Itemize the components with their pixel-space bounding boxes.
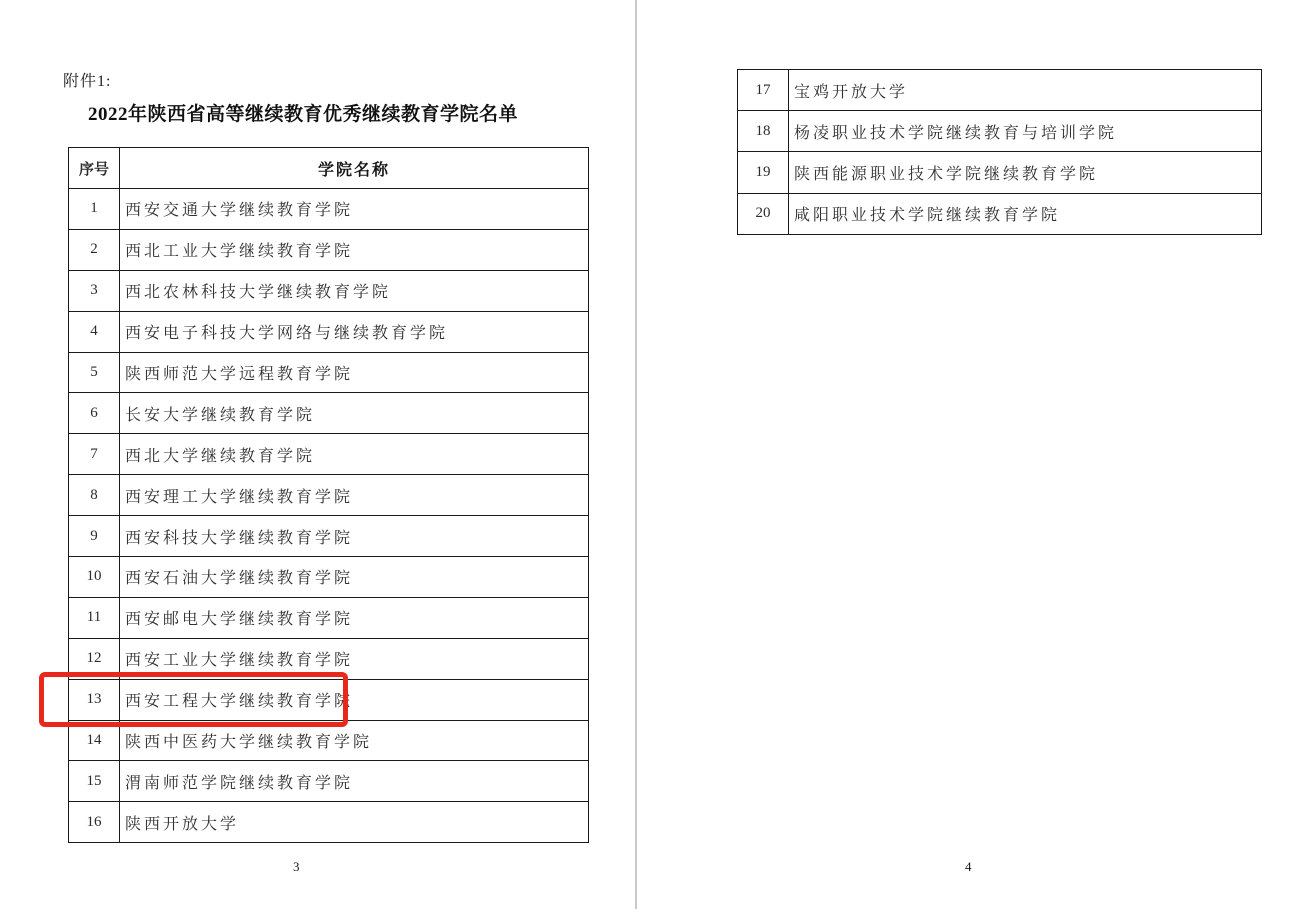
table-row (69, 802, 589, 843)
college-name-cell: 西安石油大学继续教育学院 (120, 557, 589, 598)
college-name-cell: 西安工程大学继续教育学院 (120, 679, 589, 720)
table-row (69, 516, 589, 557)
table-header-row (69, 148, 589, 189)
colleges-table-page3 (68, 147, 589, 843)
college-name-cell: 渭南师范学院继续教育学院 (120, 761, 589, 802)
college-name-cell: 陕西师范大学远程教育学院 (120, 352, 589, 393)
page-number-4: 4 (965, 859, 972, 874)
table-row (69, 352, 589, 393)
row-number-cell: 20 (738, 193, 789, 234)
row-number-cell: 5 (69, 352, 120, 393)
row-number-cell: 12 (69, 638, 120, 679)
row-number-cell: 8 (69, 475, 120, 516)
table-row (69, 475, 589, 516)
table-row (738, 111, 1262, 152)
college-name-cell: 西北大学继续教育学院 (120, 434, 589, 475)
table-row (69, 597, 589, 638)
row-number-cell: 4 (69, 311, 120, 352)
attachment-label: 附件1: (63, 73, 112, 90)
table-row (69, 557, 589, 598)
college-name-cell: 陕西中医药大学继续教育学院 (120, 720, 589, 761)
row-number-cell: 1 (69, 189, 120, 230)
row-number-cell: 13 (69, 679, 120, 720)
colleges-table-page4 (737, 69, 1262, 235)
row-number-cell: 9 (69, 516, 120, 557)
college-name-cell: 西安电子科技大学网络与继续教育学院 (120, 311, 589, 352)
highlight-box (39, 672, 348, 727)
row-number-cell: 16 (69, 802, 120, 843)
row-number-cell: 2 (69, 229, 120, 270)
college-name-cell: 宝鸡开放大学 (789, 70, 1262, 111)
document-title: 2022年陕西省高等继续教育优秀继续教育学院名单 (88, 104, 519, 125)
row-number-cell: 3 (69, 270, 120, 311)
row-number-cell: 18 (738, 111, 789, 152)
table-row (69, 311, 589, 352)
row-number-cell: 6 (69, 393, 120, 434)
table-row (738, 152, 1262, 193)
row-number-cell: 11 (69, 597, 120, 638)
row-number-cell: 14 (69, 720, 120, 761)
table-row (69, 761, 589, 802)
page-number-3: 3 (293, 859, 300, 874)
table-row (69, 229, 589, 270)
college-name-cell: 陕西开放大学 (120, 802, 589, 843)
page-divider (635, 0, 637, 909)
table-row (69, 434, 589, 475)
college-name-cell: 西安邮电大学继续教育学院 (120, 597, 589, 638)
row-number-cell: 7 (69, 434, 120, 475)
table-row (69, 189, 589, 230)
college-name-cell: 西安工业大学继续教育学院 (120, 638, 589, 679)
college-name-cell: 西北工业大学继续教育学院 (120, 229, 589, 270)
row-number-cell: 15 (69, 761, 120, 802)
table-row (69, 270, 589, 311)
college-name-cell: 西北农林科技大学继续教育学院 (120, 270, 589, 311)
row-number-cell: 17 (738, 70, 789, 111)
college-name-cell: 杨凌职业技术学院继续教育与培训学院 (789, 111, 1262, 152)
header-no: 序号 (69, 148, 120, 189)
college-name-cell: 咸阳职业技术学院继续教育学院 (789, 193, 1262, 234)
row-number-cell: 19 (738, 152, 789, 193)
college-name-cell: 陕西能源职业技术学院继续教育学院 (789, 152, 1262, 193)
college-name-cell: 长安大学继续教育学院 (120, 393, 589, 434)
college-name-cell: 西安理工大学继续教育学院 (120, 475, 589, 516)
table-row (738, 193, 1262, 234)
college-name-cell: 西安科技大学继续教育学院 (120, 516, 589, 557)
table-row (738, 70, 1262, 111)
row-number-cell: 10 (69, 557, 120, 598)
table-row (69, 393, 589, 434)
college-name-cell: 西安交通大学继续教育学院 (120, 189, 589, 230)
header-name: 学院名称 (120, 148, 589, 189)
